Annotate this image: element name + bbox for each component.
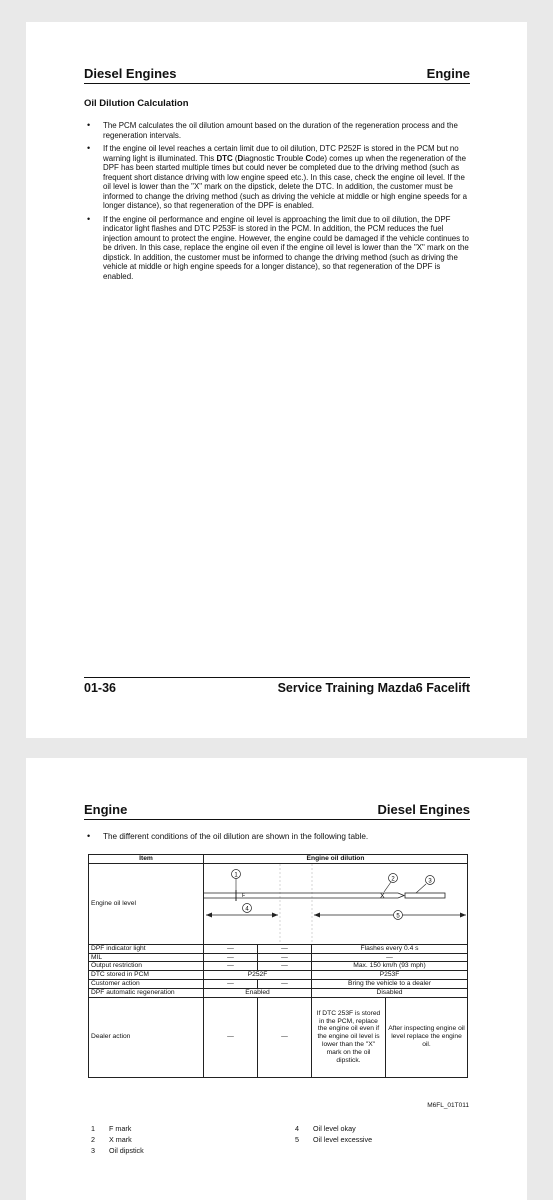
page-number: 01-36 — [84, 681, 116, 695]
intro-bullet: • The different conditions of the oil dilution are shown in the following table. — [84, 832, 368, 841]
cell-merged: Flashes every 0.4 s — [312, 944, 468, 953]
f-mark-label: F — [242, 892, 246, 899]
bullet-text-a: If the engine oil level reaches a certain limit due to oil dilution, DTC P252F is stored in the PCM but no warning light is illuminated. This — [103, 144, 459, 163]
cell-merged: P252F — [204, 971, 312, 980]
legend-text: X mark — [109, 1135, 132, 1145]
cell: — — [258, 997, 312, 1077]
dtc-term: DTC — [216, 153, 233, 163]
manual-page-1 — [26, 22, 527, 738]
table-header-row — [89, 855, 468, 864]
legend-item — [295, 1123, 372, 1134]
legend-item — [91, 1145, 144, 1156]
footer-title: Service Training Mazda6 Facelift — [277, 681, 470, 695]
legend-num: 1 — [91, 1124, 95, 1133]
oil-level-okay-arrow — [206, 912, 278, 917]
cell: — — [258, 953, 312, 962]
header-right: Diesel Engines — [377, 802, 470, 817]
legend-text: Oil level okay — [313, 1124, 356, 1133]
bullet-item: • The PCM calculates the oil dilution amount based on the duration of the regeneration process and the regeneration intervals. — [84, 121, 471, 140]
table-row — [89, 971, 468, 980]
row-label: Output restriction — [89, 962, 204, 971]
table-row-dealer-action — [89, 997, 468, 1077]
legend-text: F mark — [109, 1124, 132, 1133]
callout-2: 2 — [391, 876, 395, 883]
dipstick-diagram — [204, 864, 468, 944]
row-label: Engine oil level — [89, 863, 204, 944]
cell-merged: P253F — [312, 971, 468, 980]
legend-item — [295, 1134, 372, 1145]
legend-num: 4 — [295, 1124, 299, 1133]
table-row — [89, 962, 468, 971]
cell: — — [258, 962, 312, 971]
cell: If DTC 253F is stored in the PCM, replace the engine oil even if the engine oil level is lower than the "X" mark on the oil dipstick. — [312, 997, 386, 1077]
table-row — [89, 953, 468, 962]
header-right: Engine — [426, 66, 470, 81]
page-header — [84, 800, 470, 820]
header-left: Diesel Engines — [84, 66, 177, 81]
page-header — [84, 64, 470, 84]
legend-item — [91, 1123, 144, 1134]
bullet-list — [84, 121, 471, 285]
col-item-header: Item — [89, 855, 204, 864]
bullet-item: • If the engine oil level reaches a certain limit due to oil dilution, DTC P252F is stored in the PCM but no warning light is illuminated. This DTC (Diagnostic Trouble Code) comes up when the regeneration of the DPF has been started multiple times but could never be completed due to the driving method (such as frequent short distance driving with low engine speed etc.). In this case, check the engine oil level. If the oil level is lower than the "X" mark on the dipstick, delete the DTC. In addition, the customer must be informed to change the driving method (such as driving the vehicle at middle or high engine speeds for a longer distance), so that regeneration of the DPF is enabled. — [84, 144, 471, 211]
row-label: Dealer action — [89, 997, 204, 1077]
table-row — [89, 944, 468, 953]
row-label: Customer action — [89, 979, 204, 988]
cell: — — [258, 944, 312, 953]
cell: — — [204, 962, 258, 971]
oil-level-excessive-arrow — [314, 912, 466, 920]
table-row-oil-level — [89, 863, 468, 944]
row-label: MIL — [89, 953, 204, 962]
section-title: Oil Dilution Calculation — [84, 98, 189, 109]
bullet-item: • If the engine oil performance and engine oil level is approaching the limit due to oil dilution, the DPF indicator light flashes and DTC P253F is stored in the PCM. In addition, the PCM reduces the fuel injection amount to protect the engine. However, the engine could be damaged if the vehicle continues to be driven. In this case, replace the engine oil even if the engine oil level is lower than the "X" mark on the dipstick. In addition, the customer must be informed to change the driving method (such as driving the vehicle at middle or high engine speeds for a longer distance), so that regeneration of the DPF is enabled. — [84, 215, 471, 282]
callout-4: 4 — [245, 906, 249, 913]
oil-dipstick — [204, 893, 445, 898]
legend-num: 5 — [295, 1135, 299, 1145]
cell-merged: Disabled — [312, 988, 468, 997]
cell-merged: Enabled — [204, 988, 312, 997]
cell: — — [204, 953, 258, 962]
col-dilution-header: Engine oil dilution — [204, 855, 468, 864]
legend-col-2 — [295, 1123, 372, 1145]
cell: — — [204, 997, 258, 1077]
table-row — [89, 988, 468, 997]
header-left: Engine — [84, 802, 128, 817]
row-label: DTC stored in PCM — [89, 971, 204, 980]
cell: After inspecting engine oil level replace the engine oil. — [386, 997, 468, 1077]
cell: — — [204, 944, 258, 953]
f-mark — [236, 890, 245, 901]
cell: — — [258, 979, 312, 988]
oil-dilution-table — [88, 854, 468, 1078]
callout-5: 5 — [396, 913, 400, 920]
legend-num: 2 — [91, 1135, 95, 1145]
callout-1: 1 — [234, 872, 238, 879]
legend-num: 3 — [91, 1146, 95, 1156]
cell-merged: — — [312, 953, 468, 962]
legend-item — [91, 1134, 144, 1145]
cell: — — [204, 979, 258, 988]
page-footer — [84, 677, 470, 697]
row-label: DPF automatic regeneration — [89, 988, 204, 997]
manual-page-2 — [26, 758, 527, 1200]
legend-text: Oil level excessive — [313, 1135, 373, 1145]
cell-merged: Bring the vehicle to a dealer — [312, 979, 468, 988]
figure-id: M6FL_01T011 — [427, 1102, 469, 1109]
legend-col-1 — [91, 1123, 144, 1157]
x-mark: X — [380, 892, 385, 900]
callout-3: 3 — [428, 878, 432, 885]
table-row — [89, 979, 468, 988]
cell-merged: Max. 150 km/h (93 mph) — [312, 962, 468, 971]
row-label: DPF indicator light — [89, 944, 204, 953]
dipstick-diagram-cell — [204, 863, 468, 944]
legend-text: Oil dipstick — [109, 1146, 144, 1156]
